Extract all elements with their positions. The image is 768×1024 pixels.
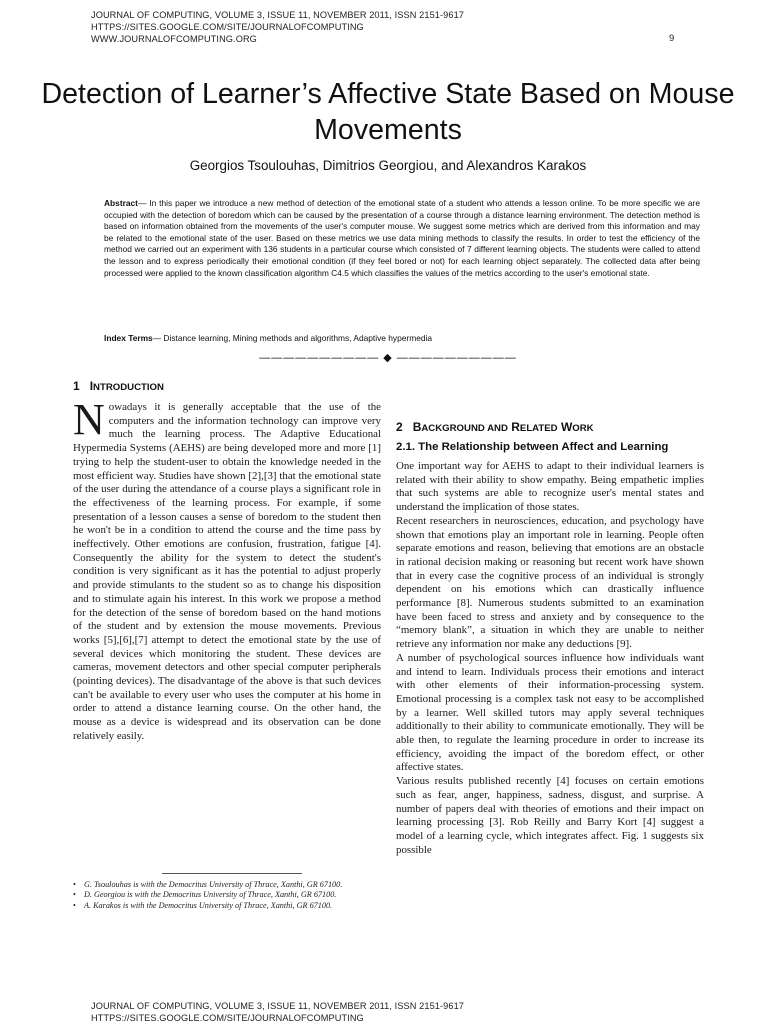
index-terms-label: Index Terms	[104, 333, 153, 343]
footnote-item: • D. Georgiou is with the Democritus University of Thrace, Xanthi, GR 67100.	[73, 890, 337, 900]
abstract	[104, 198, 700, 279]
section-1-heading	[73, 379, 164, 393]
running-header	[91, 9, 464, 45]
journal-line: JOURNAL OF COMPUTING, VOLUME 3, ISSUE 11, NOVEMBER 2011, ISSN 2151-9617	[91, 10, 465, 20]
bullet-icon: •	[73, 890, 76, 900]
paragraph: One important way for AEHS to adapt to their individual learners is related with their ability to show empathy. Being empathetic implies that such systems are able to recognize user's mental states and understand the implication of those states.	[396, 460, 704, 514]
section-1-title-initial: I	[89, 379, 94, 393]
paragraph: Various results published recently [4] focuses on certain emotions such as fear, anger, happiness, sadness, disgust, and surprise. A number of papers deal with theories of emotions and their impact on learning processing [3]. Rob Reilly and Barry Kort [4] suggest a model of a learning cycle, which integrates affect. Fig. 1 suggests six possible	[396, 775, 704, 856]
index-terms-text: Distance learning, Mining methods and algorithms, Adaptive hypermedia	[163, 333, 433, 343]
subsection-2-1-heading: 2.1. The Relationship between Affect and Learning	[396, 441, 669, 453]
paragraph: Recent researchers in neurosciences, education, and psychology have shown that emotions play an important role in learning. People often separate emotions and reason, believing that emotions are an obstacle in rational decision making or reasoning but recent work have shown that in every case the cognitive process of an individual is strongly dependent on his emotions which can drastically influence performance [8]. Numerous students submitted to an examination have been faced to stress and anxiety and by consequence to the “memory blank”, a situation in which they are unable to neither retrieve any information nor make any deductions [9].	[396, 514, 704, 651]
journal-line: JOURNAL OF COMPUTING, VOLUME 3, ISSUE 11, NOVEMBER 2011, ISSN 2151-9617	[91, 1001, 465, 1011]
abstract-dash: —	[137, 198, 150, 208]
paragraph: A number of psychological sources influence how individuals want and intend to learn. Individuals process their emotions and interact with other elements of their information-processing system. Emotional processing is a complex task not easy to be accomplished by a learner. Well skilled tutors may apply several techniques additionally to their ability to communicate emotionally. They will be able then, to regulate the learning procedure in order to increase its efficiency, avoiding the impact of the boredom effect, or other affective states.	[396, 651, 704, 774]
section-1-title-rest: NTRODUCTION	[93, 382, 164, 393]
author-list: Georgios Tsoulouhas, Dimitrios Georgiou, and Alexandros Karakos	[189, 158, 587, 173]
page-number: 9	[669, 33, 675, 44]
author-footnotes	[73, 880, 383, 911]
section-1-paragraph: owadays it is generally acceptable that the use of the computers and the information technology can improve very much the learning process. The Adaptive Educational Hypermedia Systems (AEHS) are being developed more and more [1] trying to help the student-user to obtain the knowledge needed in the most efficient way. Studies have shown [2],[3] that the emotional state of the user during the attendance of a course plays a significant role in the effectiveness of the learning process. For example, if some presentation of a lesson causes a sense of boredom to the student then he won't be in a condition to attend the course and the time pass by ineffectively. Other emotions are confusion, frustration, fatigue [4]. Consequently the ability for the system to detect the student's condition is very significant as it has the potential to adjust properly and provide stimulants to the student so as to change his disposition and to stimulate again his interest. In this work we propose a method for the detection of the sense of boredom based on the hand motions of the student and by extension the mouse movements. Previous works [5],[6],[7] attempt to detect the emotional state by the use of several devices which monitoring the student. These devices are cameras, movement detectors and other special computer peripherals (pointing devices). The disadvantage of the above is that such devices can't be available to every user who uses the computer at his home in order to attend a distance learning course. On the other hand, the mouse as a device is widespread and its observation can be done relatively easily.	[73, 401, 381, 742]
abstract-text: In this paper we introduce a new method of detection of the emotional state of a student who attends a lesson online. To be more specific we are occupied with the detection of boredom which can be caused by the presentation of a course through a distance learning environment. The detection method is based on information obtained from the movements of the user's computer mouse. We suggest some metrics which are derived from this information and may be related to the emotional state of the user. Based on these metrics we use data mining methods to classify the results. In order to test the efficiency of the method we carried out an experiment with 136 students in a particular course which consisted of 7 different learning objects. The students were called to attend the lesson and to express periodically their emotional condition (if they feel bored or not) for each learning object separately. The collected data after being processed were applied to the known classification algorithm C4.5 which classifies the values of the metrics according to the user's emotional state.	[104, 198, 700, 278]
running-footer	[91, 1000, 464, 1024]
drop-cap: N	[73, 395, 105, 444]
section-2-body	[396, 460, 704, 857]
bullet-icon: •	[73, 900, 76, 910]
paper-title: Detection of Learner’s Affective State Based on Mouse Movements	[41, 78, 735, 146]
journal-website-line: WWW.JOURNALOFCOMPUTING.ORG	[91, 34, 257, 44]
footnote-item: • G. Tsoulouhas is with the Democritus University of Thrace, Xanthi, GR 67100.	[73, 880, 343, 889]
index-terms	[104, 333, 700, 344]
abstract-label: Abstract	[104, 198, 138, 208]
index-terms-dash: —	[152, 333, 164, 343]
section-1-number: 1	[73, 379, 80, 393]
section-divider: —————————— ◆ ——————————	[259, 352, 517, 364]
section-1-body	[73, 395, 381, 744]
journal-url-line: HTTPS://SITES.GOOGLE.COM/SITE/JOURNALOFCOMPUTING	[91, 1013, 364, 1023]
footnote-item: • A. Karakos is with the Democritus University of Thrace, Xanthi, GR 67100.	[73, 900, 333, 910]
bullet-icon: •	[73, 880, 76, 889]
footnote-rule	[162, 873, 302, 874]
section-2-heading: 2 BACKGROUND AND RELATED WORK	[396, 420, 594, 434]
journal-url-line: HTTPS://SITES.GOOGLE.COM/SITE/JOURNALOFCOMPUTING	[91, 22, 364, 32]
